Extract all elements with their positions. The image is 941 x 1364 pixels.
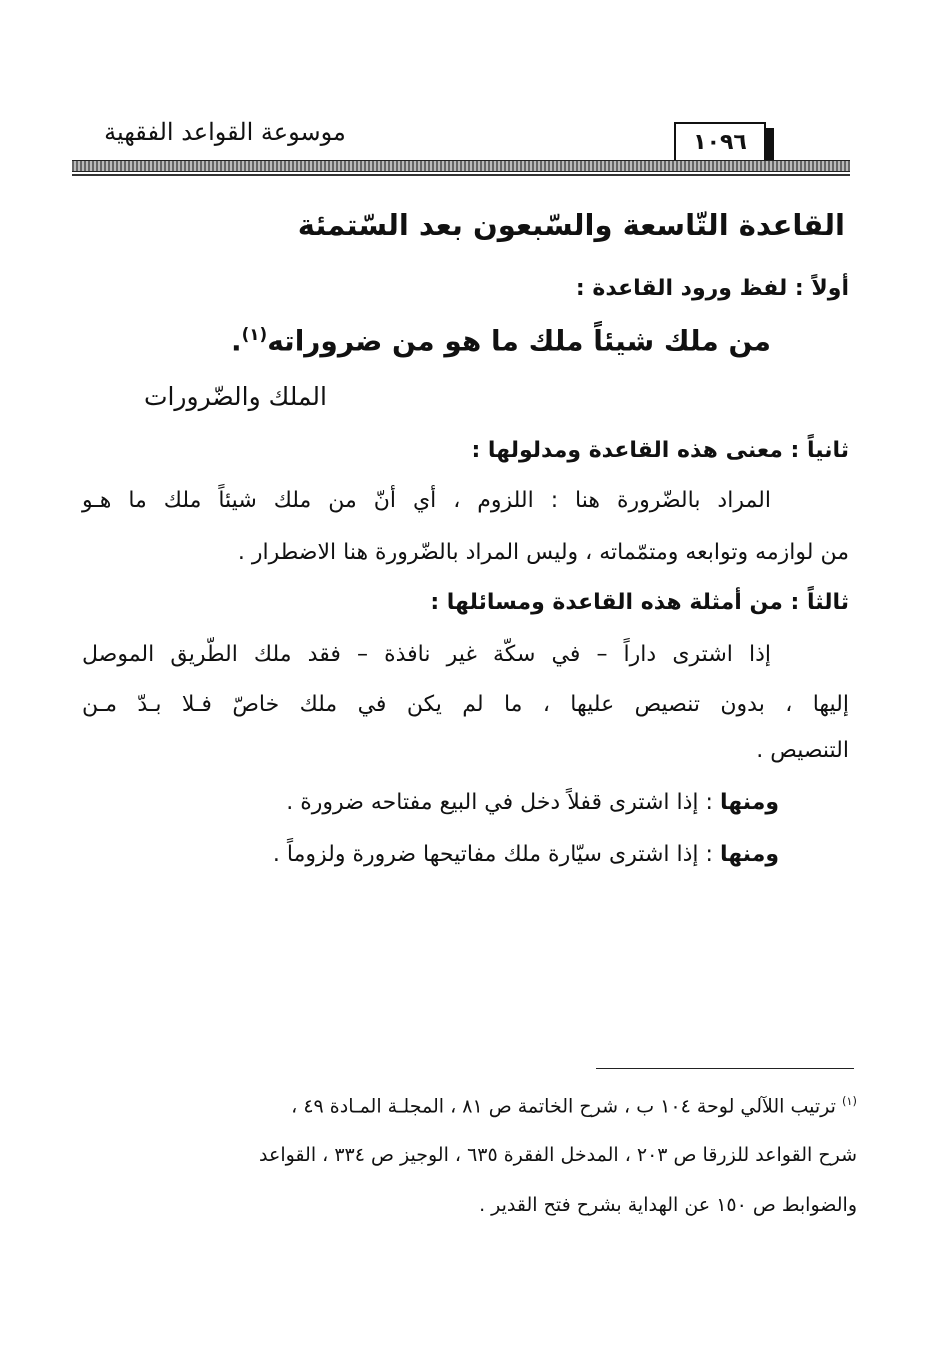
- page-number: ١٠٩٦: [693, 129, 747, 155]
- rule-text-main: من ملك شيئاً ملك ما هو من ضروراته: [267, 324, 771, 358]
- footnote-line1: [291, 1094, 857, 1117]
- footnote-line3: والضوابط ص ١٥٠ عن الهداية بشرح فتح القدير .: [479, 1194, 857, 1216]
- header-rule-thin: [72, 174, 850, 176]
- footnote-marker: (١): [841, 1094, 857, 1108]
- section-first-label: أولاً : لفظ ورود القاعدة :: [575, 276, 849, 301]
- section-third-label: ثالثاً : من أمثلة هذه القاعدة ومسائلها :: [430, 590, 849, 615]
- example-1: [286, 790, 779, 815]
- third-para-line3: التنصيص .: [756, 738, 849, 763]
- footnote-line1-text: ترتيب اللآلي لوحة ١٠٤ ب ، شرح الخاتمة ص ٨١ ، المجلـة المـادة ٤٩ ،: [291, 1095, 842, 1118]
- third-para-line1: إذا اشترى داراً – في سكّة غير نافذة – فقد ملك الطّريق الموصل: [82, 642, 771, 667]
- rule-text: [231, 324, 771, 357]
- example-1-prefix: ومنها: [719, 790, 779, 815]
- example-2-prefix: ومنها: [719, 842, 779, 867]
- header-rule: [72, 160, 850, 172]
- margin-note: الملك والضّرورات: [143, 382, 327, 411]
- section-second-label: ثانياً : معنى هذه القاعدة ومدلولها :: [471, 438, 849, 463]
- example-1-text: : إذا اشترى قفلاً دخل في البيع مفتاحه ضرورة .: [286, 790, 720, 815]
- third-para-line2: إليها ، بدون تنصيص عليها ، ما لم يكن في ملك خاصّ فـلا بـدّ مـن: [82, 692, 849, 717]
- example-2-text: : إذا اشترى سيّارة ملك مفاتيحها ضرورة ولزوماً .: [272, 842, 720, 867]
- second-para-line1: المراد بالضّرورة هنا : اللزوم ، أي أنّ من ملك شيئاً ملك ما هـو: [82, 488, 771, 513]
- footnote-rule: [596, 1068, 854, 1069]
- example-2: [273, 842, 779, 867]
- footnote-ref: (١): [241, 324, 268, 344]
- page-number-box: [674, 122, 766, 162]
- rule-title: القاعدة التّاسعة والسّبعون بعد السّتمئة: [297, 208, 845, 242]
- footnote-line2: شرح القواعد للزرقا ص ٢٠٣ ، المدخل الفقرة ٦٣٥ ، الوجيز ص ٣٣٤ ، القواعد: [259, 1144, 857, 1166]
- rule-text-end: .: [230, 324, 242, 358]
- book-title: موسوعة القواعد الفقهية: [104, 118, 346, 146]
- second-para-line2: من لوازمه وتوابعه ومتمّماته ، وليس المراد بالضّرورة هنا الاضطرار .: [237, 540, 849, 565]
